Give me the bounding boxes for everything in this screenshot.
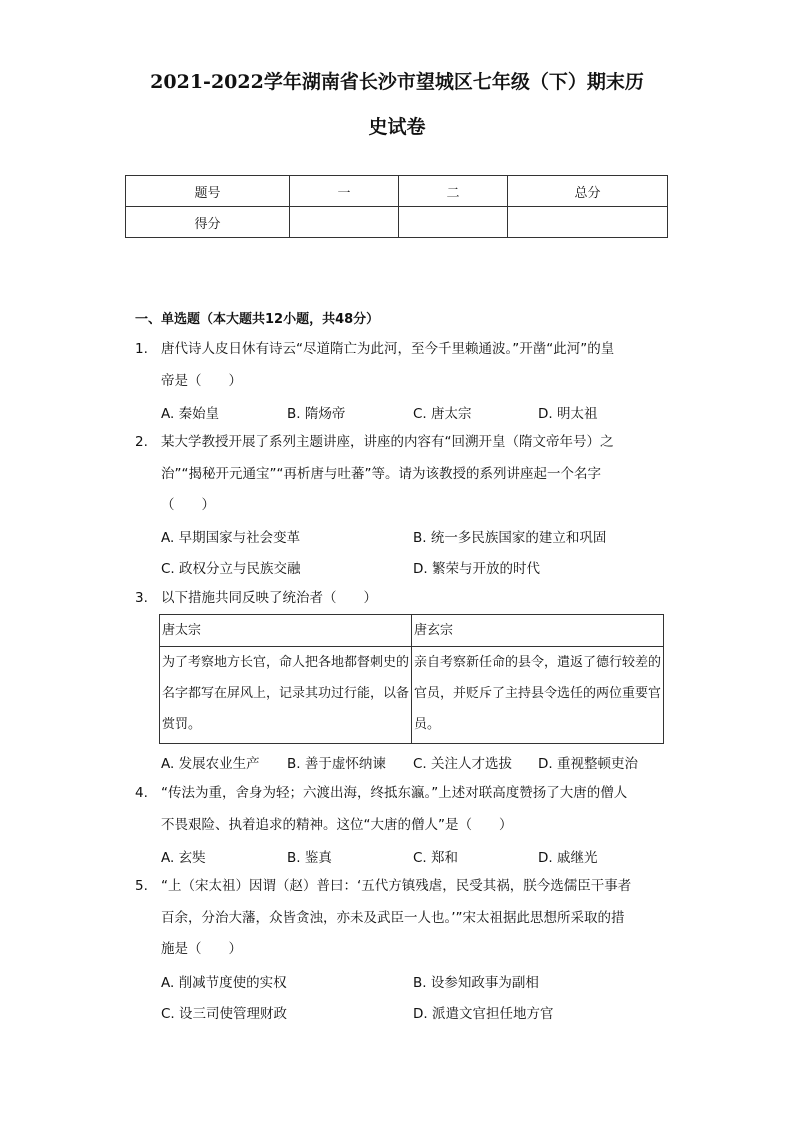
question-line: “传法为重，舍身为轻；六渡出海，终抵东瀛。”上述对联高度赞扬了大唐的僧人 [161, 785, 628, 801]
question-number: 2. [135, 434, 148, 450]
option-d[interactable]: D. 戚继光 [538, 850, 598, 866]
question-line: 施是（ ） [161, 941, 242, 957]
question-line: 以下措施共同反映了统治者（ ） [161, 590, 377, 606]
question-line: 帝是（ ） [161, 372, 242, 389]
score-table-header-row [126, 176, 668, 207]
comparison-content-cell: 为了考察地方长官，命人把各地都督刺史的名字都写在屏风上，记录其功过行能，以备赏罚。 [160, 647, 412, 744]
option-d[interactable]: D. 繁荣与开放的时代 [413, 561, 540, 577]
option-c[interactable]: C. 郑和 [413, 850, 459, 866]
score-header-cell: 二 [399, 176, 508, 207]
score-row-cell [399, 207, 508, 238]
question-text [161, 334, 670, 397]
score-header-cell: 题号 [126, 176, 290, 207]
option-b[interactable]: B. 隋炀帝 [287, 406, 346, 422]
option-a[interactable]: A. 玄奘 [161, 850, 206, 866]
question-line: “上（宋太祖）因谓（赵）普曰：‘五代方镇残虐，民受其祸，朕今选儒臣干事者 [161, 878, 632, 894]
comparison-content-cell: 亲自考察新任命的县令，遣返了德行较差的官员，并贬斥了主持县令选任的两位重要官员。 [412, 647, 664, 744]
question-number: 1. [135, 341, 148, 357]
score-header-cell: 总分 [508, 176, 668, 207]
option-b[interactable]: B. 设参知政事为副相 [413, 975, 539, 991]
question-line: 不畏艰险、执着追求的精神。这位“大唐的僧人”是（ ） [161, 816, 513, 833]
option-a[interactable]: A. 早期国家与社会变革 [161, 530, 301, 546]
question-text [161, 427, 670, 522]
option-a[interactable]: A. 发展农业生产 [161, 756, 260, 772]
score-table-row [126, 207, 668, 238]
comparison-content-row [160, 647, 664, 744]
option-a[interactable]: A. 削减节度使的实权 [161, 975, 287, 991]
option-b[interactable]: B. 统一多民族国家的建立和巩固 [413, 530, 607, 546]
option-d[interactable]: D. 派遣文官担任地方官 [413, 1006, 554, 1022]
question-line: 唐代诗人皮日休有诗云“尽道隋亡为此河，至今千里赖通波。”开凿“此河”的皇 [161, 341, 615, 357]
score-table [125, 175, 668, 238]
option-b[interactable]: B. 善于虚怀纳谏 [287, 756, 386, 772]
exam-title [100, 60, 694, 150]
score-row-cell [290, 207, 399, 238]
comparison-header-row [160, 615, 664, 647]
question-number: 3. [135, 590, 148, 606]
option-b[interactable]: B. 鉴真 [287, 850, 332, 866]
title-line-1: 2021-2022学年湖南省长沙市望城区七年级（下）期末历 [150, 71, 644, 93]
question-line: 百余，分治大藩，众皆贪浊，亦未及武臣一人也。’”宋太祖据此思想所采取的措 [161, 909, 625, 926]
question-text [161, 871, 670, 966]
question-line: （ ） [161, 497, 215, 513]
option-c[interactable]: C. 唐太宗 [413, 406, 472, 422]
comparison-header-cell: 唐太宗 [160, 615, 412, 647]
option-c[interactable]: C. 关注人才选拔 [413, 756, 513, 772]
score-row-cell: 得分 [126, 207, 290, 238]
option-d[interactable]: D. 明太祖 [538, 406, 598, 422]
title-line-2: 史试卷 [368, 116, 426, 138]
question-text [161, 778, 670, 841]
option-a[interactable]: A. 秦始皇 [161, 406, 220, 422]
section-title: 一、单选题（本大题共12小题，共48分） [135, 312, 380, 327]
option-c[interactable]: C. 政权分立与民族交融 [161, 561, 301, 577]
question-text [161, 583, 670, 615]
question-line: 治”“揭秘开元通宝”“再析唐与吐蕃”等。请为该教授的系列讲座起一个名字 [161, 465, 601, 482]
question-line: 某大学教授开展了系列主题讲座，讲座的内容有“回溯开皇（隋文帝年号）之 [161, 434, 614, 450]
question-number: 4. [135, 785, 148, 801]
option-c[interactable]: C. 设三司使管理财政 [161, 1006, 288, 1022]
question-number: 5. [135, 878, 148, 894]
comparison-header-cell: 唐玄宗 [412, 615, 664, 647]
score-row-cell [508, 207, 668, 238]
score-header-cell: 一 [290, 176, 399, 207]
comparison-table [159, 614, 664, 744]
option-d[interactable]: D. 重视整顿吏治 [538, 756, 638, 772]
